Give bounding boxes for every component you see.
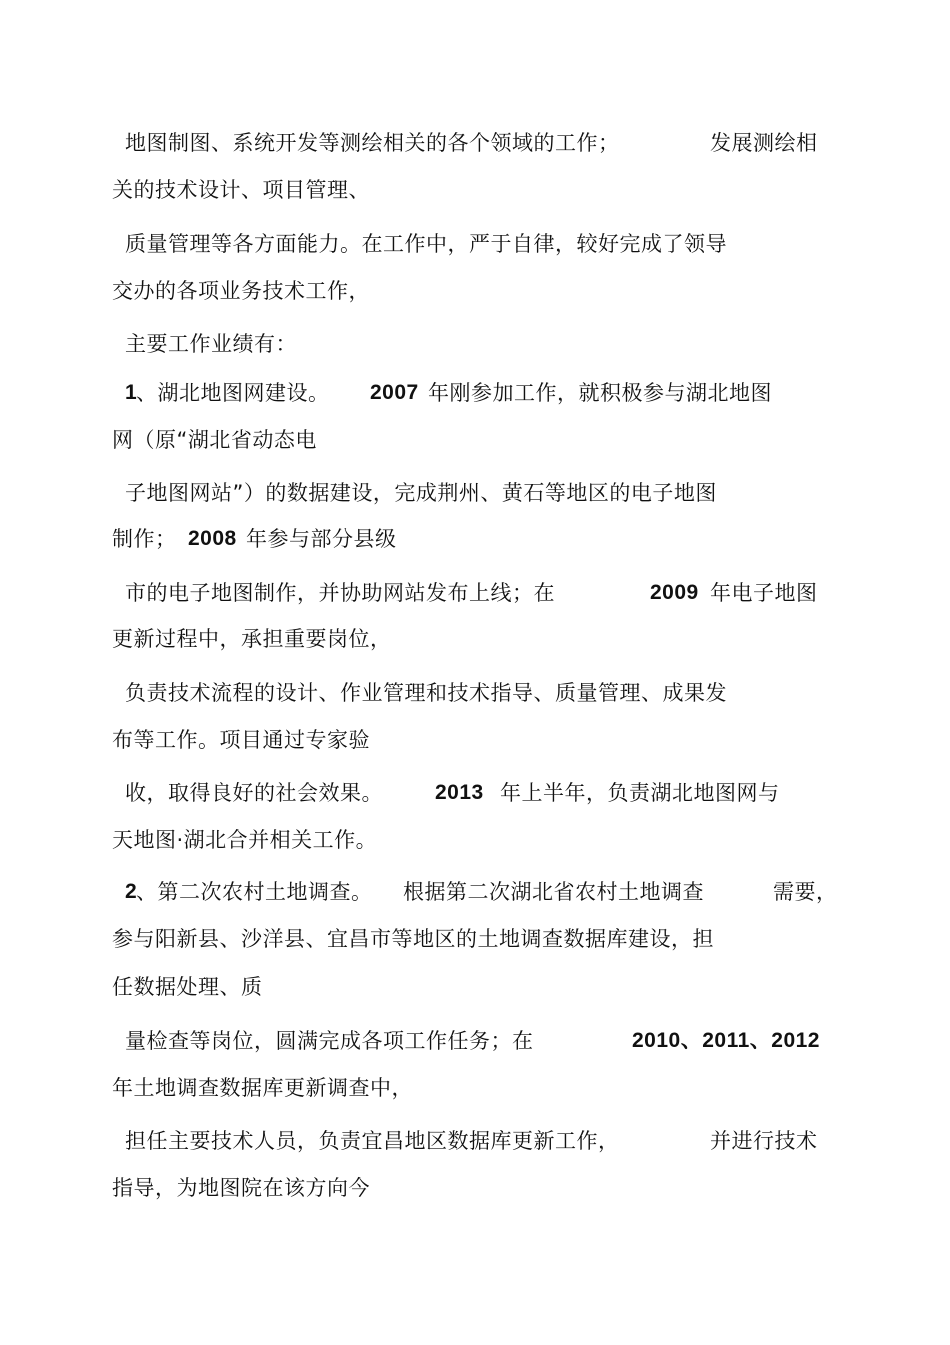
text-line: 收，取得良好的社会效果。 [125, 781, 383, 805]
text-line: 根据第二次湖北省农村土地调查 [403, 880, 704, 904]
text-line: 并进行技术 [710, 1129, 818, 1153]
text-line: 布等工作。项目通过专家验 [112, 728, 370, 752]
text-line: 子地图网站”）的数据建设，完成荆州、黄石等地区的电子地图 [125, 481, 717, 505]
text-line: 交办的各项业务技术工作， [112, 279, 370, 303]
text-line: 、第二次农村土地调查。 [136, 880, 373, 904]
text-line: 参与阳新县、沙洋县、宜昌市等地区的土地调查数据库建设，担 [112, 927, 714, 951]
list-number: 2 [125, 880, 138, 903]
text-line: 主要工作业绩有： [125, 332, 297, 356]
text-line: 年参与部分县级 [246, 527, 397, 551]
text-line: 负责技术流程的设计、作业管理和技术指导、质量管理、成果发 [125, 681, 727, 705]
text-line: 天地图·湖北合并相关工作。 [112, 828, 378, 852]
text-line: 发展测绘相 [710, 131, 818, 155]
text-line: 更新过程中，承担重要岗位， [112, 627, 392, 651]
year-label: 2007 [370, 381, 419, 404]
text-line: 年土地调查数据库更新调查中， [112, 1076, 413, 1100]
text-line: 、湖北地图网建设。 [136, 381, 330, 405]
text-line: 市的电子地图制作，并协助网站发布上线；在 [125, 581, 555, 605]
text-line: 年电子地图 [710, 581, 818, 605]
text-line: 需要， [773, 880, 838, 904]
text-line: 担任主要技术人员，负责宜昌地区数据库更新工作， [125, 1129, 620, 1153]
text-line: 地图制图、系统开发等测绘相关的各个领域的工作； [125, 131, 620, 155]
text-line: 质量管理等各方面能力。在工作中，严于自律，较好完成了领导 [125, 232, 727, 256]
text-line: 网（原“湖北省动态电 [112, 428, 317, 452]
year-label: 2010、2011、2012 [632, 1029, 820, 1052]
text-line: 指导，为地图院在该方向今 [112, 1176, 370, 1200]
text-line: 任数据处理、质 [112, 975, 263, 999]
year-label: 2013 [435, 781, 484, 804]
text-line: 关的技术设计、项目管理、 [112, 178, 370, 202]
year-label: 2009 [650, 581, 699, 604]
text-line: 量检查等岗位，圆满完成各项工作任务；在 [125, 1029, 534, 1053]
text-line: 年上半年，负责湖北地图网与 [500, 781, 780, 805]
year-label: 2008 [188, 527, 237, 550]
list-number: 1 [125, 381, 138, 404]
text-line: 制作； [112, 527, 177, 551]
text-line: 年刚参加工作，就积极参与湖北地图 [428, 381, 772, 405]
